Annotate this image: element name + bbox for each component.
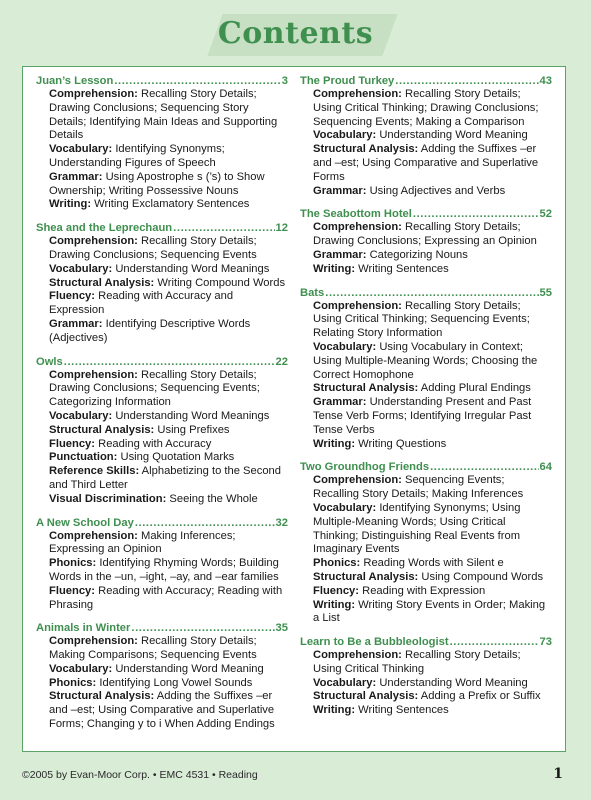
skill-item: [313, 221, 552, 249]
skill-label: Writing:: [49, 198, 92, 211]
skill-label: Comprehension:: [49, 368, 138, 381]
skill-label: Fluency:: [49, 584, 96, 597]
story-title: The Seabottom Hotel: [300, 208, 412, 221]
skill-label: Visual Discrimination:: [49, 492, 167, 505]
story-title: Animals in Winter: [36, 622, 131, 635]
dot-leader: [173, 221, 274, 235]
skill-text: Adding Plural Endings: [420, 382, 531, 395]
story-page-number: 73: [539, 636, 552, 649]
entry-heading: [300, 207, 552, 221]
skill-text: Understanding Word Meaning: [379, 676, 528, 689]
skill-text: Understanding Present and Past Tense Verb Forms; Identifying Irregular Past Tense Verbs: [313, 396, 532, 436]
skill-item: [49, 369, 288, 410]
skill-label: Vocabulary:: [313, 340, 377, 353]
skill-item: [313, 677, 552, 691]
entry-heading: [36, 74, 288, 88]
skill-item: [313, 585, 552, 599]
dot-leader: [450, 635, 539, 649]
skill-text: Writing Sentences: [358, 704, 449, 717]
skill-text: Identifying Rhyming Words; Building Words in the –un, –ight, –ay, and –ear families: [49, 557, 279, 583]
skill-text: Writing Questions: [358, 437, 447, 450]
skill-text: Understanding Word Meanings: [115, 409, 270, 422]
skill-item: [49, 424, 288, 438]
skill-text: Reading with Accuracy; Reading with Phrasing: [49, 584, 283, 611]
skill-text: Seeing the Whole: [169, 492, 258, 505]
skill-item: [313, 704, 552, 718]
skill-label: Structural Analysis:: [313, 570, 419, 583]
dot-leader: [64, 355, 275, 369]
skill-label: Structural Analysis:: [313, 382, 419, 395]
entry-heading: [300, 286, 552, 300]
skills-list: [300, 300, 552, 452]
skill-text: Using Prefixes: [157, 423, 230, 436]
story-page-number: 52: [539, 208, 552, 221]
skill-label: Comprehension:: [49, 235, 138, 248]
contents-entry: [300, 286, 552, 452]
entry-heading: [300, 635, 552, 649]
skill-label: Vocabulary:: [49, 262, 113, 275]
skill-text: Using Adjectives and Verbs: [369, 184, 506, 197]
skill-label: Grammar:: [313, 184, 367, 197]
skill-item: [49, 530, 288, 558]
story-title: Two Groundhog Friends: [300, 461, 430, 474]
skill-item: [49, 677, 288, 691]
entry-heading: [36, 516, 288, 530]
skill-label: Reference Skills:: [49, 465, 140, 478]
skill-item: [313, 185, 552, 199]
contents-entry: [36, 221, 288, 345]
skill-item: [49, 198, 288, 212]
story-title: Bats: [300, 286, 325, 299]
skill-item: [313, 88, 552, 129]
skill-text: Writing Exclamatory Sentences: [94, 198, 250, 211]
skill-text: Understanding Word Meaning: [379, 129, 528, 142]
skill-item: [313, 382, 552, 396]
story-page-number: 32: [275, 516, 288, 529]
skill-item: [49, 438, 288, 452]
skill-item: [49, 410, 288, 424]
skill-item: [313, 690, 552, 704]
skill-item: [313, 263, 552, 277]
entry-heading: [300, 74, 552, 88]
skill-item: [49, 451, 288, 465]
skill-text: Identifying Synonyms; Understanding Figures of Speech: [49, 143, 225, 169]
skill-label: Structural Analysis:: [313, 143, 419, 156]
skill-text: Making Inferences; Expressing an Opinion: [49, 529, 236, 556]
contents-entry: [36, 621, 288, 732]
skill-label: Punctuation:: [49, 451, 118, 464]
contents-entry: [300, 74, 552, 198]
story-title: Juan’s Lesson: [36, 75, 114, 87]
skills-list: [36, 88, 288, 212]
skill-text: Using Compound Words: [421, 570, 544, 583]
skill-text: Writing Story Events in Order; Making a List: [313, 598, 546, 625]
skill-label: Vocabulary:: [49, 143, 113, 156]
skill-item: [49, 277, 288, 291]
skill-label: Grammar:: [49, 170, 103, 183]
skill-text: Sequencing Events; Recalling Story Details; Making Inferences: [313, 474, 524, 501]
skill-item: [49, 171, 288, 199]
skill-item: [313, 571, 552, 585]
skill-label: Comprehension:: [49, 635, 138, 648]
contents-entry: [36, 516, 288, 613]
skill-text: Reading Words with Silent e: [363, 557, 504, 570]
story-title: Learn to Be a Bubbleologist: [300, 636, 449, 649]
skill-text: Adding the Suffixes –er and –est; Using Comparative and Superlative Forms; Changing y to i When Adding Endings: [49, 690, 275, 731]
skill-label: Comprehension:: [313, 649, 402, 662]
skill-text: Recalling Story Details; Drawing Conclusions; Sequencing Events: [49, 235, 257, 261]
skill-item: [49, 290, 288, 318]
skill-label: Comprehension:: [313, 88, 402, 100]
skill-label: Vocabulary:: [313, 501, 377, 514]
copyright-footer: ©2005 by Evan-Moor Corp. • EMC 4531 • Reading: [22, 769, 258, 781]
skill-item: [313, 396, 552, 437]
skill-item: [313, 438, 552, 452]
entry-heading: [36, 621, 288, 635]
dot-leader: [325, 286, 538, 300]
skill-item: [313, 129, 552, 143]
skill-item: [49, 493, 288, 507]
skills-list: [300, 88, 552, 198]
contents-entry: [36, 355, 288, 507]
skill-text: Writing Sentences: [358, 262, 449, 275]
skill-text: Using Vocabulary in Context; Using Multiple-Meaning Words; Choosing the Correct Homophone: [313, 340, 538, 381]
skill-item: [313, 557, 552, 571]
page-number: 1: [553, 766, 563, 782]
skill-text: Categorizing Nouns: [369, 248, 468, 261]
skill-text: Recalling Story Details; Making Comparisons; Sequencing Events: [49, 635, 257, 662]
skill-item: [49, 585, 288, 613]
skill-item: [313, 599, 552, 627]
skill-label: Comprehension:: [313, 221, 402, 234]
skill-item: [49, 143, 288, 171]
skill-label: Grammar:: [49, 317, 103, 330]
dot-leader: [135, 516, 275, 530]
skill-label: Writing:: [313, 704, 356, 717]
skill-text: Using Apostrophe s (’s) to Show Ownership; Writing Possessive Nouns: [49, 170, 265, 197]
skill-item: [313, 649, 552, 677]
skill-label: Phonics:: [313, 557, 361, 570]
skill-item: [49, 88, 288, 143]
story-title: Shea and the Leprechaun: [36, 222, 173, 235]
story-title: A New School Day: [36, 516, 134, 529]
story-page-number: 35: [275, 622, 288, 635]
entry-heading: [300, 460, 552, 474]
skill-item: [49, 235, 288, 263]
dot-leader: [114, 74, 280, 88]
dot-leader: [413, 207, 539, 221]
entry-heading: [36, 221, 288, 235]
skills-list: [300, 221, 552, 276]
skill-item: [313, 474, 552, 502]
skill-label: Grammar:: [313, 248, 367, 261]
skill-label: Comprehension:: [313, 299, 402, 312]
skill-item: [49, 318, 288, 346]
skill-label: Structural Analysis:: [313, 690, 419, 703]
skill-label: Fluency:: [49, 437, 96, 450]
story-page-number: 43: [539, 75, 552, 87]
skill-text: Recalling Story Details; Drawing Conclusions; Expressing an Opinion: [313, 221, 537, 248]
skill-text: Identifying Descriptive Words (Adjectives): [49, 317, 251, 344]
skill-text: Using Quotation Marks: [120, 451, 235, 464]
skill-item: [313, 300, 552, 341]
story-page-number: 55: [539, 286, 552, 299]
skill-label: Grammar:: [313, 396, 367, 409]
dot-leader: [131, 621, 274, 635]
skill-text: Writing Compound Words: [157, 276, 286, 289]
skill-label: Writing:: [313, 598, 356, 611]
skill-text: Recalling Story Details; Using Critical Thinking: [313, 649, 521, 675]
skill-text: Adding the Suffixes –er and –est; Using Comparative and Superlative Forms: [313, 143, 539, 183]
skill-text: Recalling Story Details; Drawing Conclusions; Sequencing Story Details; Identifying Main Ideas and Supporting Details: [49, 88, 278, 142]
skill-text: Identifying Long Vowel Sounds: [99, 676, 253, 689]
dot-leader: [430, 460, 538, 474]
skill-item: [313, 249, 552, 263]
skill-label: Vocabulary:: [313, 129, 377, 142]
contents-entry: [300, 460, 552, 626]
story-page-number: 64: [539, 461, 552, 474]
skill-text: Adding a Prefix or Suffix: [420, 690, 541, 703]
skill-label: Writing:: [313, 437, 356, 450]
skill-label: Writing:: [313, 262, 356, 275]
entry-heading: [36, 355, 288, 369]
skill-label: Comprehension:: [313, 474, 402, 487]
skill-item: [49, 663, 288, 677]
skills-list: [300, 474, 552, 626]
story-page-number: 3: [281, 75, 288, 87]
skill-label: Phonics:: [49, 676, 97, 689]
skill-item: [313, 341, 552, 382]
skill-text: Recalling Story Details; Using Critical Thinking; Sequencing Events; Relating Story Information: [313, 299, 530, 340]
dot-leader: [395, 74, 538, 88]
skill-label: Structural Analysis:: [49, 276, 155, 289]
skills-list: [36, 235, 288, 345]
skill-item: [49, 635, 288, 663]
skill-text: Recalling Story Details; Drawing Conclusions; Sequencing Events; Categorizing Information: [49, 368, 260, 409]
skill-label: Fluency:: [313, 584, 360, 597]
contents-entry: [300, 207, 552, 276]
skill-text: Understanding Word Meaning: [115, 662, 264, 675]
skill-item: [313, 502, 552, 557]
skill-label: Vocabulary:: [49, 409, 113, 422]
skill-text: Reading with Accuracy: [98, 437, 212, 450]
skill-item: [49, 465, 288, 493]
skill-text: Reading with Accuracy and Expression: [49, 290, 234, 317]
skill-text: Recalling Story Details; Using Critical Thinking; Drawing Conclusions; Sequencing Events; Making a Comparison: [313, 88, 539, 128]
skill-label: Vocabulary:: [49, 662, 113, 675]
skill-item: [313, 143, 552, 184]
skills-list: [300, 649, 552, 718]
skill-text: Alphabetizing to the Second and Third Letter: [49, 465, 281, 491]
skill-text: Understanding Word Meanings: [115, 262, 270, 275]
skill-item: [49, 690, 288, 731]
skill-text: Identifying Synonyms; Using Multiple-Meaning Words; Using Critical Thinking; Distinguishing Real Events from Imaginary Events: [313, 501, 521, 556]
skill-label: Structural Analysis:: [49, 423, 155, 436]
skills-list: [36, 635, 288, 732]
story-page-number: 12: [275, 222, 288, 235]
skill-label: Comprehension:: [49, 88, 138, 100]
page-title: Contents: [217, 16, 374, 51]
contents-left-column: [36, 74, 288, 741]
contents-entry: [300, 635, 552, 718]
skill-label: Comprehension:: [49, 529, 138, 542]
skill-item: [49, 557, 288, 585]
skill-label: Vocabulary:: [313, 676, 377, 689]
story-page-number: 22: [275, 355, 288, 368]
skill-text: Reading with Expression: [362, 584, 486, 597]
story-title: Owls: [36, 355, 63, 368]
skill-item: [49, 263, 288, 277]
story-title: The Proud Turkey: [300, 75, 395, 87]
skill-label: Structural Analysis:: [49, 690, 155, 703]
skills-list: [36, 369, 288, 507]
skill-label: Phonics:: [49, 557, 97, 570]
skill-label: Fluency:: [49, 290, 96, 303]
contents-right-column: [300, 74, 552, 727]
contents-entry: [36, 74, 288, 212]
skills-list: [36, 530, 288, 613]
